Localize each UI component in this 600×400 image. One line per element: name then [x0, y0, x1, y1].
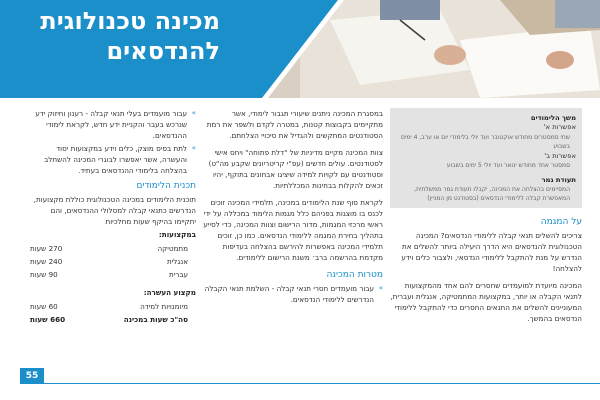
footer-divider — [44, 383, 600, 384]
goal-bullet-3 — [30, 143, 196, 176]
total-row — [30, 313, 196, 326]
option-b-label: אפשרות ב' — [544, 151, 576, 160]
enrichment-heading: מקצוע העשרה: — [143, 288, 196, 297]
right-column — [390, 108, 582, 330]
title-line-1: מכינה טכנולוגית — [40, 7, 220, 35]
certificate-heading: תעודת גמר — [541, 175, 576, 184]
goal-bullet-2 — [30, 108, 196, 141]
about-heading: על המגמה — [540, 216, 582, 227]
program-paragraph: תוכנית הלימודים במכינה הטכנולוגית כוללת מקצועות, הנדרשים כתנאי קבלה למסלולי ההנדסאים, והם יתקיימו בהיקף שעות מחלכיות — [33, 195, 196, 226]
subjects-heading: במקצועות: — [158, 230, 196, 239]
subject-hours: 270 שעות — [30, 244, 63, 253]
page-title — [20, 6, 220, 66]
middle-column — [203, 108, 383, 307]
goals-heading: מטרות המכינה — [326, 270, 383, 280]
subject-name: עברית — [168, 270, 188, 279]
subject-row — [30, 255, 196, 268]
program-heading: תכנית הלימודים — [136, 181, 196, 191]
subject-hours: 90 שעות — [30, 270, 58, 279]
bullet-chevron-icon: » — [191, 144, 196, 152]
subject-name: מיומנויות למידה — [140, 302, 188, 311]
subject-row — [30, 242, 196, 255]
enrichment-row — [30, 300, 196, 313]
subject-name: מתמטיקה — [157, 244, 188, 253]
goal-bullet-text: לתת בסיס מוצק, כלים וידע במקצועות יסוד והעשרה, אשר יאפשרו לבוגרי המכינה להשתלב בהצלחה בלימודי ההנדסאים בעתיד. — [44, 144, 187, 175]
option-a-detail: שתי סמסטרים מחודש אוקטובר ועד יולי בלימודי יום או ערב, 4 ימים בשבוע — [400, 133, 570, 150]
page-number: 55 — [20, 368, 44, 384]
total-value: 660 שעות — [30, 315, 66, 324]
subject-hours: 60 שעות — [30, 302, 58, 311]
left-column — [30, 108, 196, 326]
total-label: סה"כ שעות במכינה — [123, 315, 188, 324]
goal-bullet-text: עבור מועמדים בעלי תנאי קבלה - רענון וחיזוק ידע שנרכש בעבר והקניית ידע חדש, לקראת לימודי ההנדסאים. — [35, 109, 187, 140]
goal-bullet-text: עבור מועמדים חסרי תנאי קבלה - השלמת תנאי הקבלה הנדרשים ללימודי הנדסאים. — [204, 284, 374, 304]
subject-name: אנגלית — [166, 257, 188, 266]
header-banner — [0, 0, 600, 98]
option-a-label: אפשרות א' — [543, 123, 576, 131]
middle-paragraph-1: במסגרת המכינה ניתנים שיעורי תגבור לימודי, אשר מתקיימים בקבוצות קטנות, במטרה לקדם ולשפר את רמת הסטודנטים המתקשים ולהגדיל את סיכויי הצלחתם. — [206, 109, 383, 140]
option-b-detail: סמסטר אחד מחודש ינואר ועד יולי 5 ימים בשבוע — [446, 162, 570, 169]
bullet-chevron-icon: » — [378, 284, 383, 292]
about-paragraph-2: המכינה מיועדת למועמדים שחסרים להם אחד מהמקצועות לתנאי הקבלה או יותר, במקצועות המתמטיקה, אנגלית ועברית, המעוניינים להשלים את התנאים החסרים כדי להתקבל ללימודי הנדסאים בהמשך. — [390, 280, 582, 323]
bullet-chevron-icon: » — [191, 109, 196, 117]
middle-paragraph-2: צוות המכינה מקיים מדיניות של "דלת פתוחה" ויחס אישי לסטודנטים. עולים חדשים (עפ"י קריטריונים שקבע מה"ט) וסטודנטים עם לקויות למידה שיציגו אבחונים בתוקף, יהיו זכאים להקלות בבחינות המכללתיות. — [208, 148, 383, 190]
subject-hours: 240 שעות — [30, 257, 63, 266]
goal-bullet-1 — [203, 283, 383, 305]
title-line-2: להנדסאים — [106, 37, 220, 65]
info-box — [390, 108, 582, 208]
duration-heading: משך הלימודים — [530, 114, 576, 122]
subject-row — [30, 268, 196, 281]
certificate-text: המסיימים בהצלחה את המכינה, יקבלו תעודת גמר ממשלתית, המאפשרת קבלה ללימודי הנדסאים (בסטודנט מן המניין) — [414, 185, 570, 202]
about-paragraph-1: צריכים להשלים תנאי קבלה ללימודי הנדסאים? המכינה הטכנולוגית להנדסאים היא הדרך היעילה ביותר להשלים את הנדרש על מנת להתקבל ללימודי הנדסאי, ולצבור כלים וידע להצלחה! — [401, 230, 582, 273]
middle-paragraph-3: לקראת סוף שנת הלימודים במכינה, תלמידי המכינה זוכים לכנס בו מוצגות בפניהם כלל מגמות הלימוד במכללה על ידי ראשי מרכזי המגמות, מדור הרישום וצוות המכינה, כדי לסייע בתהליך בחירת המגמה ללימודי הנדסאים. כמו כן, זוכים תלמידי המכינה באפשרות להירשם בהצלחה בעדיפות מקדמת בהרשמה ברב׳ משנת הרישום ללימודים. — [203, 198, 383, 262]
